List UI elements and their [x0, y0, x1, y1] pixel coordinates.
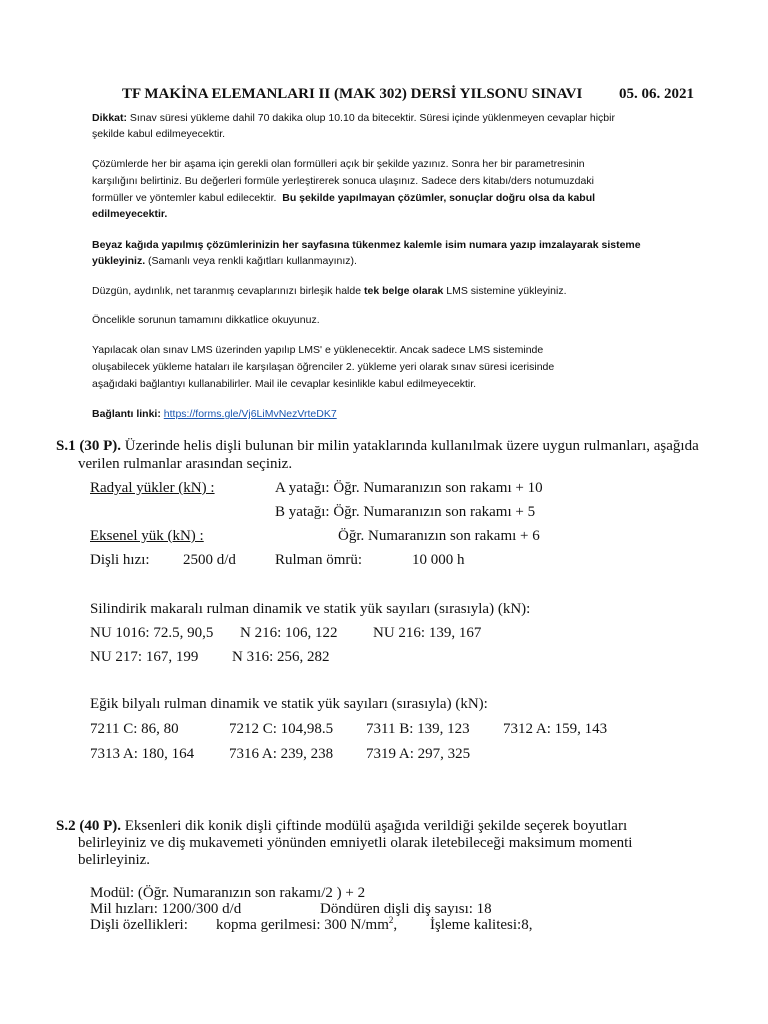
driver-teeth: Döndüren dişli diş sayısı: 18: [320, 901, 492, 917]
note-upload-a: Düzgün, aydınlık, net taranmış cevaplarınızı birleşik halde: [92, 285, 364, 297]
cylindrical-item: NU 1016: 72.5, 90,5: [90, 625, 214, 641]
angular-item: 7312 A: 159, 143: [503, 721, 608, 737]
q2-label: S.2 (40 P).: [56, 818, 121, 834]
shaft-speeds: Mil hızları: 1200/300 d/d: [90, 901, 242, 917]
note-paper-line-1: Beyaz kağıda yapılmış çözümlerinizin her sayfasına tükenmez kalemle isim numara yazıp imzalayarak sisteme: [92, 239, 641, 251]
link-row: [92, 407, 337, 422]
angular-item: 7316 A: 239, 238: [229, 746, 334, 762]
bearing-life-label: Rulman ömrü:: [275, 552, 363, 568]
angular-item: 7211 C: 86, 80: [90, 721, 179, 737]
bearing-b-load: B yatağı: Öğr. Numaranızın son rakamı + 5: [275, 504, 536, 520]
note-formula-text-3: formüller ve yöntemler kabul edilecektir.: [92, 192, 277, 204]
radial-loads-label: Radyal yükler (kN) :: [90, 480, 215, 496]
angular-item: 7311 B: 139, 123: [366, 721, 470, 737]
link-label: Bağlantı linki:: [92, 408, 161, 420]
dikkat-label: Dikkat:: [92, 112, 128, 124]
cylindrical-item: N 216: 106, 122: [240, 625, 338, 641]
cylindrical-item: NU 217: 167, 199: [90, 649, 199, 665]
angular-item: 7212 C: 104,98.5: [229, 721, 334, 737]
bearing-life-value: 10 000 h: [412, 552, 465, 568]
angular-item: 7313 A: 180, 164: [90, 746, 195, 762]
note-paper-text-2: (Samanlı veya renkli kağıtları kullanmayınız).: [145, 255, 357, 267]
gear-props-label: Dişli özellikleri:: [90, 917, 188, 933]
q1-text-1: Üzerinde helis dişli bulunan bir milin yataklarında kullanılmak üzere uygun rulmanları, aşağıda: [121, 438, 699, 454]
axial-load-value: Öğr. Numaranızın son rakamı + 6: [338, 528, 540, 544]
gear-speed-value: 2500 d/d: [183, 552, 236, 568]
note-read-carefully: Öncelikle sorunun tamamını dikkatlice okuyunuz.: [92, 314, 320, 326]
note-upload-b: LMS sistemine yükleyiniz.: [443, 285, 567, 297]
q1-line-1: [56, 437, 699, 455]
q2-line-2: belirleyiniz ve diş mukavemeti yönünden emniyetli olarak iletebileceği maksimum momenti: [78, 835, 633, 851]
note-upload-bold: tek belge olarak: [363, 285, 444, 297]
exam-title-text: TF MAKİNA ELEMANLARI II (MAK 302) DERSİ YILSONU SINAVI: [122, 86, 583, 102]
q2-line-1: [56, 817, 627, 835]
cylindrical-item: N 316: 256, 282: [232, 649, 330, 665]
note-formula-line-4: edilmeyecektir.: [92, 208, 168, 220]
cylindrical-item: NU 216: 139, 167: [373, 625, 482, 641]
module-formula: Modül: (Öğr. Numaranızın son rakamı/2 ) + 2: [90, 885, 366, 901]
exam-title: [122, 86, 582, 103]
note-lms-line-2: oluşabilecek yükleme hataları ile karşılaşan öğrenciler 2. yükleme yeri olarak sınav süresi icerisinde: [92, 361, 555, 373]
tensile-strength-tail: ,: [393, 917, 398, 933]
note-paper-bold-2: yükleyiniz.: [92, 255, 146, 267]
angular-item: 7319 A: 297, 325: [366, 746, 471, 762]
exam-date: 05. 06. 2021: [619, 86, 694, 102]
q2-line-3: belirleyiniz.: [78, 852, 151, 868]
q1-line-2: verilen rulmanlar arasından seçiniz.: [78, 456, 293, 472]
bearing-a-load: A yatağı: Öğr. Numaranızın son rakamı + 10: [275, 480, 543, 496]
note-paper-line-2: [92, 254, 357, 269]
tensile-strength-text: kopma gerilmesi: 300 N/mm: [216, 917, 389, 933]
tensile-strength: [216, 916, 397, 934]
machining-quality: İşleme kalitesi:8,: [430, 917, 533, 933]
axial-load-label: Eksenel yük (kN) :: [90, 528, 204, 544]
note-formula-line-3: [92, 191, 595, 206]
q1-label: S.1 (30 P).: [56, 438, 121, 454]
dikkat-text-1: Sınav süresi yükleme dahil 70 dakika olup 10.10 da bitecektir. Süresi içinde yüklenmeyen cevaplar hiçbir: [127, 112, 615, 124]
form-link[interactable]: https://forms.gle/Vj6LiMvNezVrteDK7: [163, 408, 337, 420]
note-formula-line-2: karşılığını belirtiniz. Bu değerleri formüle yerleştirerek sonuca ulaşınız. Sadece ders kitabı/ders notumuzdaki: [92, 175, 594, 187]
note-formula-bold-3: Bu şekilde yapılmayan çözümler, sonuçlar doğru olsa da kabul: [282, 192, 596, 204]
dikkat-line-2: şekilde kabul edilmeyecektir.: [92, 128, 226, 140]
q2-text-1: Eksenleri dik konik dişli çiftinde modülü aşağıda verildiği şekilde seçerek boyutları: [121, 818, 628, 834]
note-upload: [92, 284, 566, 299]
tensile-strength-sup: 2: [388, 915, 394, 925]
note-lms-line-1: Yapılacak olan sınav LMS üzerinden yapılıp LMS' e yüklenecektir. Ancak sadece LMS sisteminde: [92, 344, 544, 356]
note-lms-line-3: aşağıdaki bağlantıyı kullanabilirler. Mail ile cevaplar kesinlikle kabul edilmeyecektir.: [92, 378, 477, 390]
gear-speed-label: Dişli hızı:: [90, 552, 150, 568]
cylindrical-heading: Silindirik makaralı rulman dinamik ve statik yük sayıları (sırasıyla) (kN):: [90, 601, 531, 617]
angular-heading: Eğik bilyalı rulman dinamik ve statik yük sayıları (sırasıyla) (kN):: [90, 696, 488, 712]
note-formula-line-1: Çözümlerde her bir aşama için gerekli olan formülleri açık bir şekilde yazınız. Sonra her bir parametresinin: [92, 158, 585, 170]
dikkat-line-1: [92, 111, 615, 126]
